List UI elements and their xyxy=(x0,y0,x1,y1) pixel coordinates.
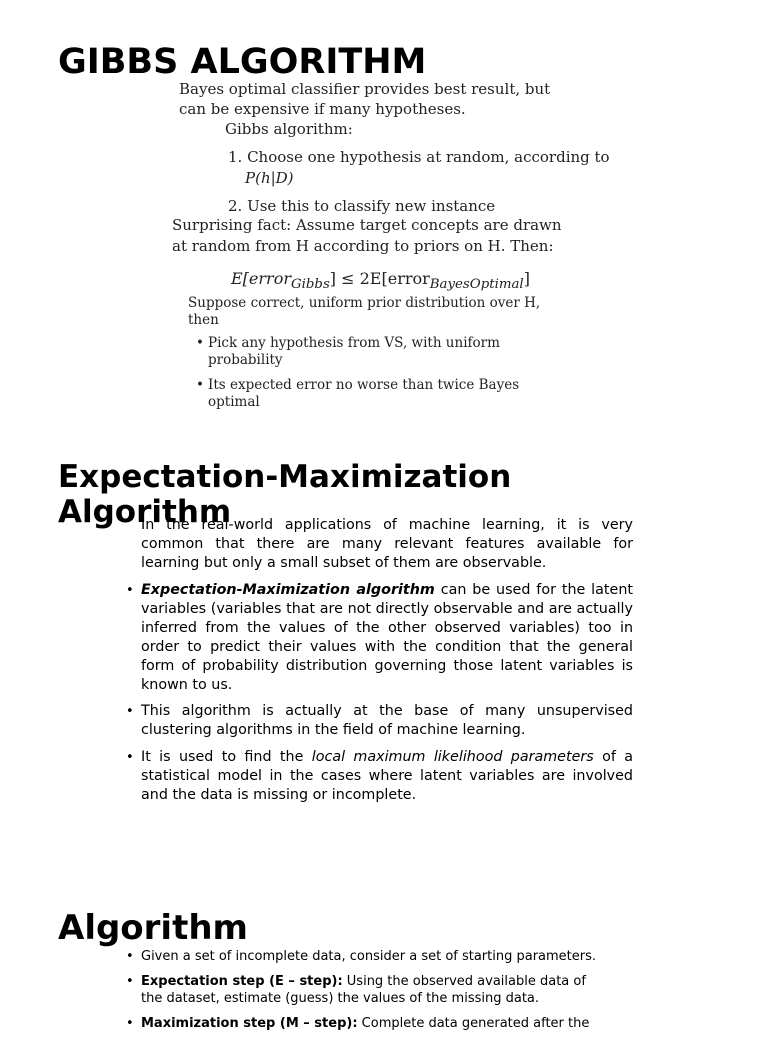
em-item-4-italic: local maximum likelihood parameters xyxy=(311,748,594,765)
algorithm-item-2-bold: Expectation step (E – step): xyxy=(141,974,343,989)
algorithm-bullet-list xyxy=(126,948,611,1040)
gibbs-bullet-2 xyxy=(196,377,520,411)
gibbs-bullet-1 xyxy=(196,335,500,369)
gibbs-step1-line1: 1. Choose one hypothesis at random, according to xyxy=(228,148,610,166)
gibbs-bullet-1-line1: Pick any hypothesis from VS, with uniform xyxy=(208,335,500,351)
gibbs-title: GIBBS ALGORITHM xyxy=(58,42,427,82)
gibbs-suppose-line2: then xyxy=(188,312,219,328)
bullet-dot-icon: • xyxy=(126,949,134,964)
formula-part: ] ≤ 2E[error xyxy=(329,269,430,288)
bullet-dot-icon: • xyxy=(126,1016,134,1031)
bullet-dot-icon: • xyxy=(196,335,204,351)
em-item-4-pre: It is used to find the xyxy=(141,748,312,765)
gibbs-fact-line2: at random from H according to priors on H. Then: xyxy=(172,237,554,255)
em-bullet-item-1 xyxy=(141,516,633,573)
formula-sub-gibbs: Gibbs xyxy=(290,277,330,293)
algorithm-item-3-bold: Maximization step (M – step): xyxy=(141,1016,358,1031)
algorithm-title: Algorithm xyxy=(58,908,248,948)
em-item-3-text: This algorithm is actually at the base of many unsupervised clustering algorithms in the field of machine learning. xyxy=(141,703,633,738)
algorithm-item-1-text: Given a set of incomplete data, consider a set of starting parameters. xyxy=(141,949,597,964)
gibbs-suppose-line1: Suppose correct, uniform prior distribution over H, xyxy=(188,295,541,311)
gibbs-bullet-1-line2: probability xyxy=(208,352,283,368)
formula-sub-bayes: BayesOptimal xyxy=(429,277,524,293)
em-bullet-list xyxy=(126,516,633,812)
gibbs-subheading: Gibbs algorithm: xyxy=(225,120,353,138)
bullet-dot-icon: • xyxy=(196,377,204,393)
algorithm-item-2-text: Using the observed available data of the dataset, estimate (guess) the values of the missing data. xyxy=(141,974,586,1006)
gibbs-fact-line1: Surprising fact: Assume target concepts are drawn xyxy=(172,216,562,234)
bullet-dot-icon: • xyxy=(126,582,134,598)
gibbs-step1-line2: P(h|D) xyxy=(245,169,294,187)
gibbs-intro-line1: Bayes optimal classifier provides best result, but xyxy=(179,80,551,98)
em-bullet-item-4 xyxy=(126,748,633,805)
gibbs-formula xyxy=(231,270,530,294)
algorithm-item-3-text: Complete data generated after the xyxy=(357,1016,590,1031)
em-bullet-item-3 xyxy=(126,702,633,740)
gibbs-intro-line2: can be expensive if many hypotheses. xyxy=(179,100,466,118)
algorithm-item-1 xyxy=(126,948,611,965)
em-item-2-bold: Expectation-Maximization algorithm xyxy=(141,581,435,598)
bullet-dot-icon: • xyxy=(126,704,134,719)
em-item-4-post: of a statistical model in the cases where latent variables are involved and the data is missing or incomplete. xyxy=(141,748,633,803)
gibbs-bullet-2-line2: optimal xyxy=(208,394,260,410)
bullet-dot-icon: • xyxy=(126,974,134,989)
em-item-1-text: In the real-world applications of machine learning, it is very common that there are many relevant features available for learning but only a small subset of them are observable. xyxy=(141,517,633,571)
em-bullet-item-2 xyxy=(126,581,633,695)
gibbs-bullet-2-line1: Its expected error no worse than twice Bayes xyxy=(208,377,520,393)
formula-part: E[error xyxy=(231,269,291,288)
em-item-2-text: can be used for the latent variables (variables that are not directly observable and are actually inferred from the values of the other observed variables) too in order to predict their values with the condition that the general form of probability distribution governing those latent variables is known to us. xyxy=(141,581,633,693)
em-title: Expectation-Maximization Algorithm xyxy=(58,459,512,530)
bullet-dot-icon: • xyxy=(126,749,134,765)
gibbs-step2: 2. Use this to classify new instance xyxy=(228,197,496,215)
algorithm-item-2 xyxy=(126,973,611,1007)
formula-part: ] xyxy=(523,269,530,288)
